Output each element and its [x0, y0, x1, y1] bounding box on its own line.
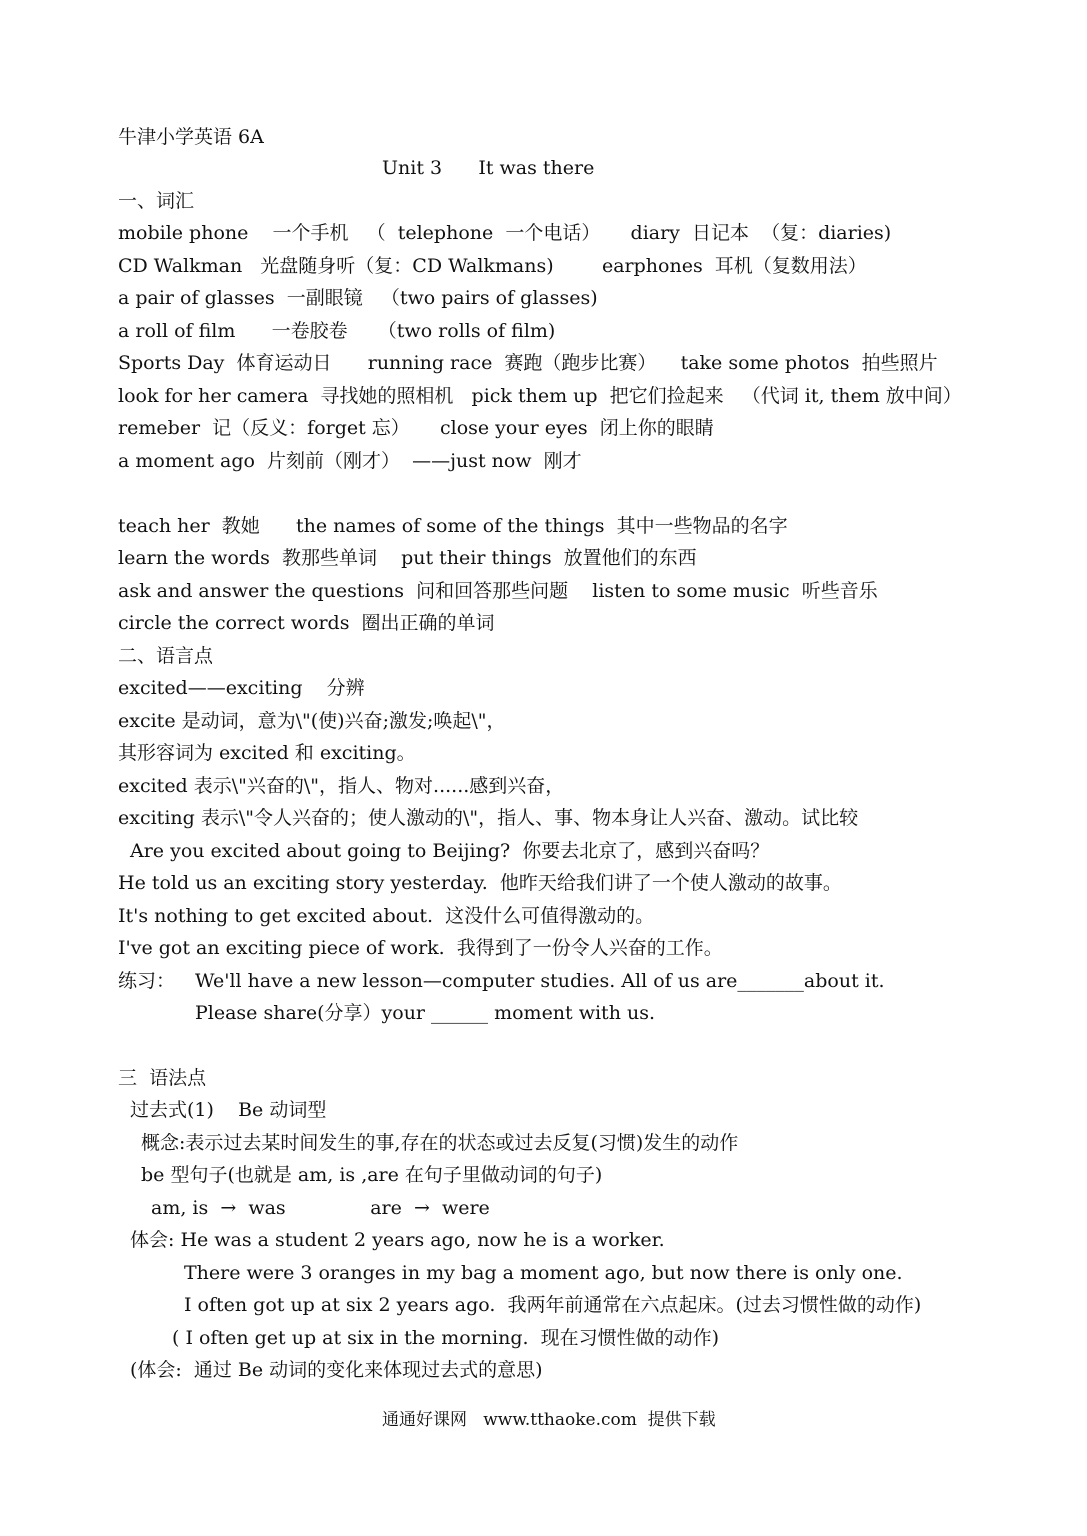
vocab-line: Sports Day 体育运动日 running race 赛跑（跑步比赛） take some photos 拍些照片 — [118, 352, 938, 374]
grammar-note: (体会: 通过 Be 动词的变化来体现过去式的意思) — [130, 1359, 543, 1381]
vocab-line: learn the words 教那些单词 put their things 放置他们的东西 — [118, 547, 697, 569]
grammar-example: There were 3 oranges in my bag a moment ago, but now there is only one. — [184, 1262, 903, 1284]
example-sentence: It's nothing to get excited about. 这没什么可值得激动的。 — [118, 905, 655, 927]
vocab-line: a roll of film 一卷胶卷 （two rolls of film) — [118, 320, 556, 342]
language-point-line: excite 是动词，意为\"(使)兴奋;激发;唤起\"， — [118, 710, 506, 732]
language-point-line: excited——exciting 分辨 — [118, 677, 365, 699]
exercise-label: 练习： — [118, 970, 176, 992]
grammar-example: 体会: He was a student 2 years ago, now he is a worker. — [130, 1229, 665, 1251]
vocab-line: a moment ago 片刻前（刚才） ——just now 刚才 — [118, 450, 582, 472]
example-sentence: Are you excited about going to Beijing? 你要去北京了，感到兴奋吗？ — [130, 840, 770, 862]
vocab-line: look for her camera 寻找她的照相机 pick them up 把它们捡起来 （代词 it, them 放中间） — [118, 385, 962, 407]
unit-title: Unit 3 It was there — [382, 157, 595, 179]
section-heading-language-points: 二、语言点 — [118, 645, 214, 667]
grammar-example: ( I often get up at six in the morning. 现在习惯性做的动作) — [172, 1327, 720, 1349]
vocab-line: teach her 教她 the names of some of the things 其中一些物品的名字 — [118, 515, 788, 537]
example-sentence: I've got an exciting piece of work. 我得到了一份令人兴奋的工作。 — [118, 937, 723, 959]
grammar-line: 概念:表示过去某时间发生的事,存在的状态或过去反复(习惯)发生的动作 — [141, 1132, 739, 1154]
language-point-line: exciting 表示\"令人兴奋的；使人激动的\"，指人、事、物本身让人兴奋、激动。试比较 — [118, 807, 859, 829]
grammar-subheading: 过去式(1) Be 动词型 — [130, 1099, 327, 1121]
vocab-line: circle the correct words 圈出正确的单词 — [118, 612, 495, 634]
vocab-line: a pair of glasses 一副眼镜 （two pairs of glasses) — [118, 287, 598, 309]
vocab-line: ask and answer the questions 问和回答那些问题 listen to some music 听些音乐 — [118, 580, 878, 602]
exercise-item: We'll have a new lesson—computer studies. All of us are_______about it. — [195, 970, 885, 992]
grammar-example: I often got up at six 2 years ago. 我两年前通常在六点起床。(过去习惯性做的动作) — [184, 1294, 922, 1316]
grammar-line: am, is → was are → were — [151, 1197, 490, 1219]
example-sentence: He told us an exciting story yesterday. 他昨天给我们讲了一个使人激动的故事。 — [118, 872, 842, 894]
page-footer: 通通好课网 www.tthaoke.com 提供下载 — [382, 1410, 716, 1430]
vocab-line: remeber 记（反义：forget 忘） close your eyes 闭上你的眼睛 — [118, 417, 714, 439]
section-heading-grammar: 三 语法点 — [118, 1067, 207, 1089]
language-point-line: 其形容词为 excited 和 exciting。 — [118, 742, 416, 764]
vocab-line: CD Walkman 光盘随身听（复：CD Walkmans) earphones 耳机（复数用法） — [118, 255, 867, 277]
exercise-item: Please share(分享）your ______ moment with us. — [195, 1002, 655, 1024]
vocab-line: mobile phone 一个手机 （ telephone 一个电话） diary 日记本 （复：diaries) — [118, 222, 892, 244]
grammar-line: be 型句子(也就是 am, is ,are 在句子里做动词的句子) — [141, 1164, 603, 1186]
section-heading-vocabulary: 一、词汇 — [118, 190, 195, 212]
language-point-line: excited 表示\"兴奋的\"，指人、物对......感到兴奋， — [118, 775, 565, 797]
doc-header: 牛津小学英语 6A — [118, 126, 264, 148]
